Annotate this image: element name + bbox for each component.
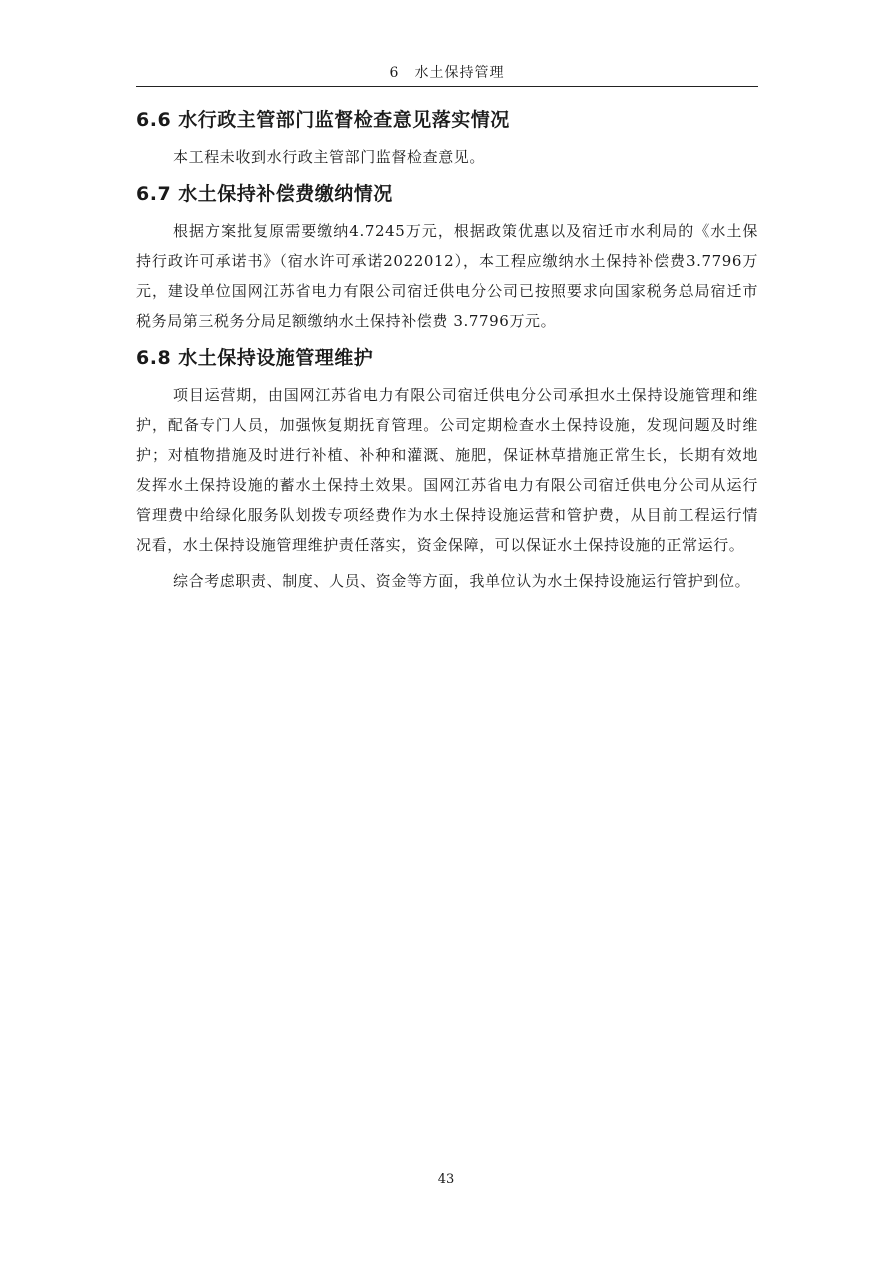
section-6-8-paragraph-2: 综合考虑职责、制度、人员、资金等方面，我单位认为水土保持设施运行管护到位。 [173,572,751,590]
section-6-7-paragraph: 根据方案批复原需要缴纳4.7245万元，根据政策优惠以及宿迁市水利局的《水土保持行政许可承诺书》（宿水许可承诺2022012），本工程应缴纳水土保持补偿费3.7796万元，建设单位国网江苏省电力有限公司宿迁供电分公司已按照要求向国家税务总局宿迁市税务局第三税务分局足额缴纳水土保持补偿费 3.7796万元。 [136,222,758,330]
section-heading-6-6: 6.6 水行政主管部门监督检查意见落实情况 [136,109,510,131]
section-6-8-paragraph-1: 项目运营期，由国网江苏省电力有限公司宿迁供电分公司承担水土保持设施管理和维护，配备专门人员，加强恢复期抚育管理。公司定期检查水土保持设施，发现问题及时维护；对植物措施及时进行补植、补种和灌溉、施肥，保证林草措施正常生长，长期有效地发挥水土保持设施的蓄水土保持土效果。国网江苏省电力有限公司宿迁供电分公司从运行管理费中给绿化服务队划拨专项经费作为水土保持设施运营和管护费，从目前工程运行情况看，水土保持设施管理维护责任落实，资金保障，可以保证水土保持设施的正常运行。 [136,386,758,554]
section-6-6-paragraph: 本工程未收到水行政主管部门监督检查意见。 [173,148,486,166]
section-heading-6-7: 6.7 水土保持补偿费缴纳情况 [136,183,393,205]
running-header: 6 水土保持管理 [136,60,758,87]
page-number: 43 [437,1172,455,1187]
document-body [136,104,758,596]
section-heading-6-8: 6.8 水土保持设施管理维护 [136,347,374,369]
